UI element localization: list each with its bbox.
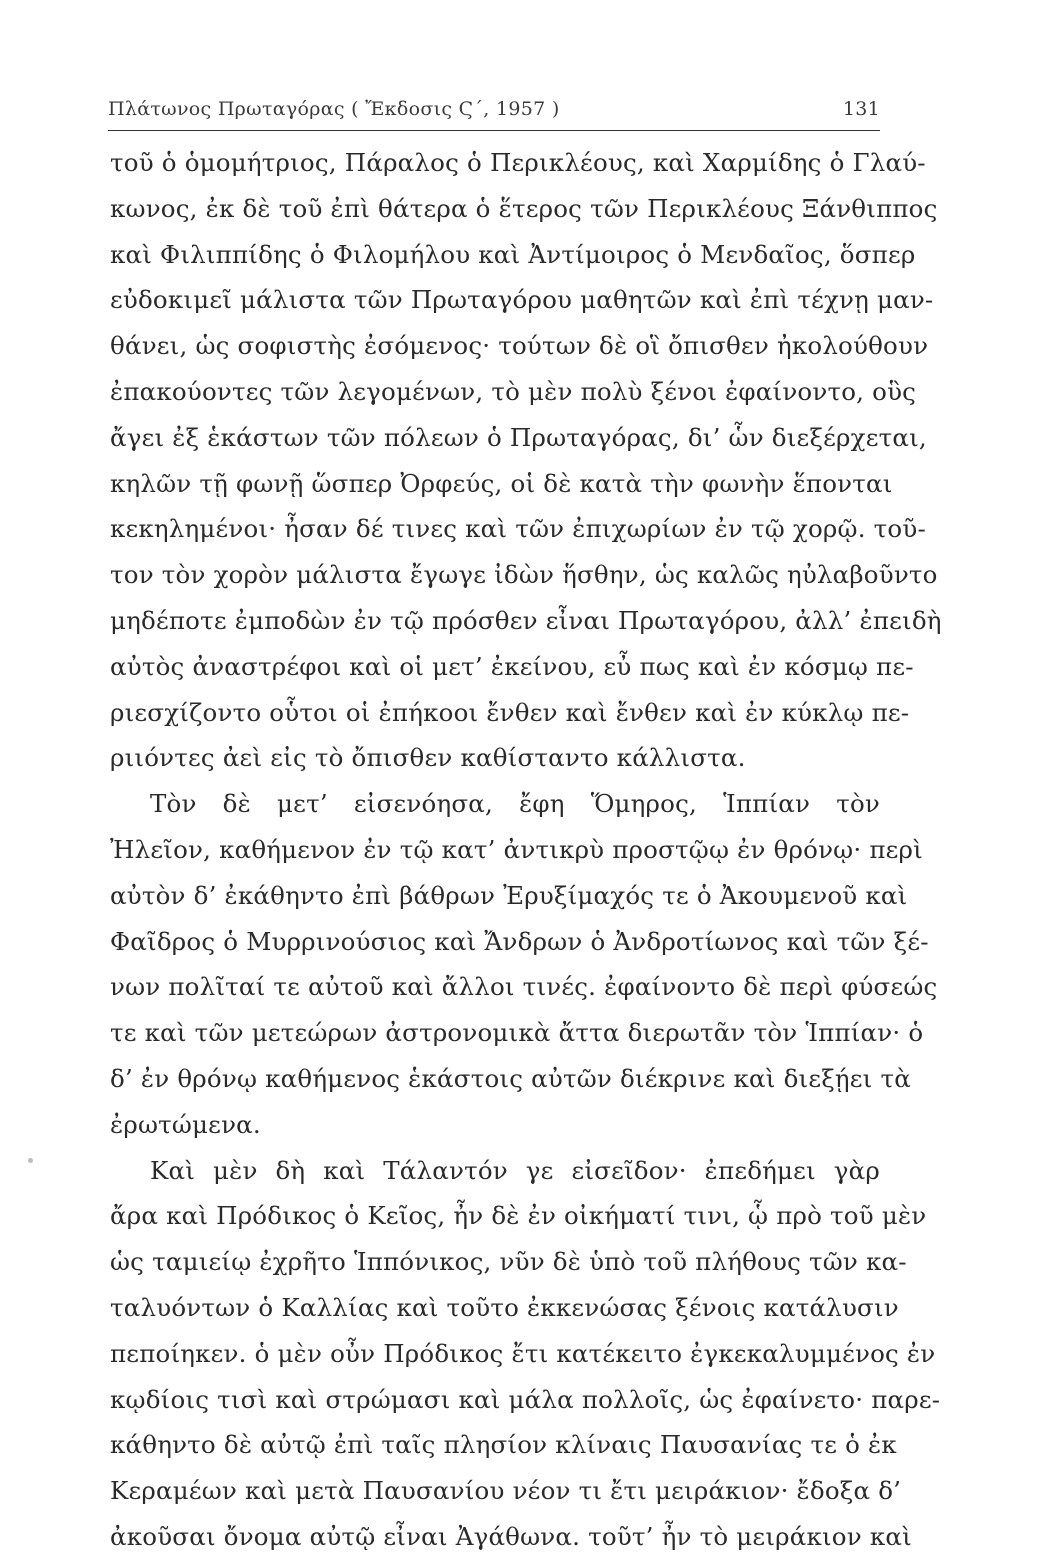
text-line: ἄρα καὶ Πρόδικος ὁ Κεῖος, ἦν δὲ ἐν οἰκήματί τινι, ᾧ πρὸ τοῦ μὲν xyxy=(110,1201,927,1231)
body-text xyxy=(110,140,942,1560)
text-line: τον τὸν χορὸν μάλιστα ἔγωγε ἰδὼν ἥσθην, ὡς καλῶς ηὐλαβοῦντο xyxy=(110,560,938,590)
running-title: Πλάτωνος Πρωταγόρας ( Ἔκδοσις Ϛ΄, 1957 ) xyxy=(108,98,560,120)
text-line: νων πολῖταί τε αὐτοῦ καὶ ἄλλοι τινές. ἐφαίνοντο δὲ περὶ φύσεώς xyxy=(110,972,938,1002)
text-line: κεκηλημένοι· ἦσαν δέ τινες καὶ τῶν ἐπιχωρίων ἐν τῷ χορῷ. τοῦ- xyxy=(110,514,926,544)
margin-dot xyxy=(28,1158,33,1163)
text-line: Ἠλεῖον, καθήμενον ἐν τῷ κατ’ ἀντικρὺ προστῷῳ ἐν θρόνῳ· περὶ xyxy=(110,834,923,864)
text-line: ἀκοῦσαι ὄνομα αὐτῷ εἶναι Ἀγάθωνα. τοῦτ’ ἦν τὸ μειράκιον καὶ xyxy=(110,1521,912,1551)
text-line: εὐδοκιμεῖ μάλιστα τῶν Πρωταγόρου μαθητῶν καὶ ἐπὶ τέχνῃ μαν- xyxy=(110,285,934,315)
text-line: θάνει, ὡς σοφιστὴς ἐσόμενος· τούτων δὲ οἳ ὄπισθεν ἠκολούθουν xyxy=(110,331,929,361)
text-line: αὐτὸς ἀναστρέφοι καὶ οἱ μετ’ ἐκείνου, εὖ πως καὶ ἐν κόσμῳ πε- xyxy=(110,651,914,681)
text-line: πεποίηκεν. ὁ μὲν οὖν Πρόδικος ἔτι κατέκειτο ἐγκεκαλυμμένος ἐν xyxy=(110,1338,936,1368)
text-line: Φαῖδρος ὁ Μυρρινούσιος καὶ Ἄνδρων ὁ Ἀνδροτίωνος καὶ τῶν ξέ- xyxy=(110,926,929,956)
paragraph-start-line: Καὶ μὲν δὴ καὶ Τάλαντόν γε εἰσεῖδον· ἐπεδήμει γὰρ xyxy=(150,1155,880,1185)
text-line: μηδέποτε ἐμποδὼν ἐν τῷ πρόσθεν εἶναι Πρωταγόρου, ἀλλ’ ἐπειδὴ xyxy=(110,605,942,635)
page-number: 131 xyxy=(842,98,880,120)
paragraph-start-line: Τὸν δὲ μετ’ εἰσενόησα, ἔφη Ὅμηρος, Ἱππίαν τὸν xyxy=(150,789,880,819)
text-line: δ’ ἐν θρόνῳ καθήμενος ἑκάστοις αὐτῶν διέκρινε καὶ διεξῄει τὰ xyxy=(110,1063,911,1093)
text-line: ὡς ταμιείῳ ἐχρῆτο Ἱππόνικος, νῦν δὲ ὑπὸ τοῦ πλήθους τῶν κα- xyxy=(110,1247,907,1277)
page-header xyxy=(108,98,880,120)
text-line: καὶ Φιλιππίδης ὁ Φιλομήλου καὶ Ἀντίμοιρος ὁ Μενδαῖος, ὅσπερ xyxy=(110,239,916,269)
text-line: ταλυόντων ὁ Καλλίας καὶ τοῦτο ἐκκενώσας ξένοις κατάλυσιν xyxy=(110,1292,899,1322)
text-line: ριιόντες ἀεὶ εἰς τὸ ὄπισθεν καθίσταντο κάλλιστα. xyxy=(110,743,746,773)
text-line: ριεσχίζοντο οὗτοι οἱ ἐπήκοοι ἔνθεν καὶ ἔνθεν καὶ ἐν κύκλῳ πε- xyxy=(110,697,910,727)
text-line: κωνος, ἐκ δὲ τοῦ ἐπὶ θάτερα ὁ ἕτερος τῶν Περικλέους Ξάνθιππος xyxy=(110,193,938,223)
text-line: τοῦ ὁ ὁμομήτριος, Πάραλος ὁ Περικλέους, καὶ Χαρμίδης ὁ Γλαύ- xyxy=(110,148,926,177)
text-line: τε καὶ τῶν μετεώρων ἀστρονομικὰ ἄττα διερωτᾶν τὸν Ἱππίαν· ὁ xyxy=(110,1018,924,1048)
header-rule xyxy=(108,130,880,131)
text-line: Κεραμέων καὶ μετὰ Παυσανίου νέον τι ἔτι μειράκιον· ἔδοξα δ’ xyxy=(110,1476,902,1506)
text-line: κῳδίοις τισὶ καὶ στρώμασι καὶ μάλα πολλοῖς, ὡς ἐφαίνετο· παρε- xyxy=(110,1384,941,1414)
text-line: ἄγει ἐξ ἑκάστων τῶν πόλεων ὁ Πρωταγόρας, δι’ ὧν διεξέρχεται, xyxy=(110,422,927,452)
text-line: αὐτὸν δ’ ἐκάθηντο ἐπὶ βάθρων Ἐρυξίμαχός τε ὁ Ἀκουμενοῦ καὶ xyxy=(110,880,908,910)
text-line: κάθηντο δὲ αὐτῷ ἐπὶ ταῖς πλησίον κλίναις Παυσανίας τε ὁ ἐκ xyxy=(110,1430,897,1460)
text-line: ἐπακούοντες τῶν λεγομένων, τὸ μὲν πολὺ ξένοι ἐφαίνοντο, οὓς xyxy=(110,376,917,406)
text-line: κηλῶν τῇ φωνῇ ὥσπερ Ὀρφεύς, οἱ δὲ κατὰ τὴν φωνὴν ἕπονται xyxy=(110,468,893,498)
text-line: ἐρωτώμενα. xyxy=(110,1109,261,1139)
